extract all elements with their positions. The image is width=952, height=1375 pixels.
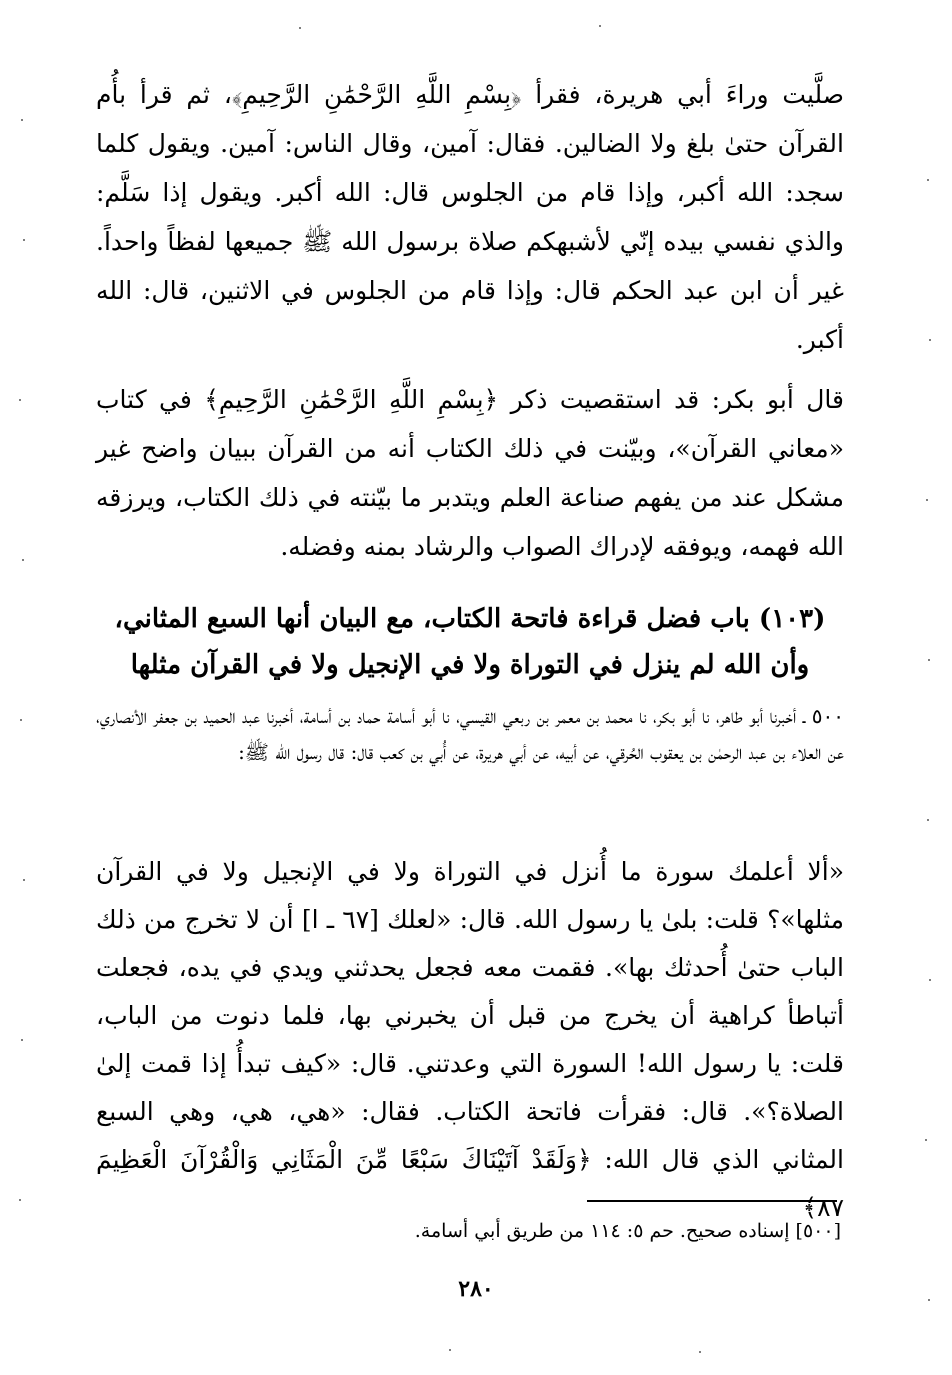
abu-bakr-paragraph: قال أبو بكر: قد استقصيت ذكر ﴿بِسْمِ اللَّهِ الرَّحْمَٰنِ الرَّحِيمِ﴾ في كتاب «معاني القرآن»، وبيّنت في ذلك الكتاب أنه من القرآن ببيان واضح غير مشكل عند من يفهم صناعة العلم ويتدبر ما بيّنته في ذلك الكتاب، ويرزقه الله فهمه، ويوفقه لإدراك الصواب والرشاد بمنه وفضله. [96, 385, 844, 561]
footnote: [٥٠٠] إسناده صحيح. حم ٥: ١١٤ من طريق أبي أسامة. [414, 1220, 841, 1242]
hadith-chain-of-narration: ٥٠٠ ـ أخبرنا أبو طاهر، نا أبو بكر، نا محمد بن معمر بن ربعي القيسي، نا أبو أسامة حماد بن أسامة، أخبرنا عبد الحميد بن جعفر الأنصاري، عن العلاء بن عبد الرحمٰن بن يعقوب الحُرقي، عن أبيه، عن أبي هريرة، عن أُبي بن كعب قال: قال رسول الله ﷺ: [96, 704, 844, 764]
opening-paragraph: صلَّيت وراءَ أبي هريرة، فقرأ ﴿بِسْمِ اللَّهِ الرَّحْمَٰنِ الرَّحِيمِ﴾، ثم قرأ بأُم القرآن حتىٰ بلغ ولا الضالين. فقال: آمين، وقال الناس: آمين. ويقول كلما سجد: الله أكبر، وإذا قام من الجلوس قال: الله أكبر. ويقول إذا سَلَّم: والذي نفسي بيده إنّي لأشبهكم صلاة برسول الله ﷺ جميعها لفظاً واحداً. غير أن ابن عبد الحكم قال: وإذا قام من الجلوس في الاثنين، قال: الله أكبر. [96, 80, 844, 354]
hadith-text: «ألا أعلمك سورة ما أُنزل في التوراة ولا في الإنجيل ولا في القرآن مثلها»؟ قلت: بلىٰ يا رسول الله. قال: «لعلك [٦٧ ـ ا] أن لا تخرج من ذلك الباب حتىٰ أُحدثك بها». فقمت معه فجعل يحدثني ويدي في يده، فجعلت أتباطأ كراهية أن يخرج من قبل أن يخبرني بها، فلما دنوت من الباب، قلت: يا رسول الله! السورة التي وعدتني. قال: «كيف تبدأُ إذا قمت إلىٰ الصلاة؟». قال: فقرأت فاتحة الكتاب. فقال: «هي، هي، وهي السبع المثاني الذي قال الله: ﴿وَلَقَدْ آتَيْنَاكَ سَبْعًا مِّنَ الْمَثَانِي وَالْقُرْآنَ الْعَظِيمَ ٨٧﴾ [96, 857, 845, 1222]
chapter-heading-line-2: وأن الله لم ينزل في التوراة ولا في الإنجيل ولا في القرآن مثلها [130, 650, 810, 680]
chapter-heading-line-1: (١٠٣) باب فضل قراءة فاتحة الكتاب، مع البيان أنها السبع المثاني، [114, 604, 826, 634]
page-number: ٢٨٠ [458, 1276, 494, 1302]
footnote-divider [587, 1200, 837, 1202]
chapter-heading [96, 596, 844, 688]
